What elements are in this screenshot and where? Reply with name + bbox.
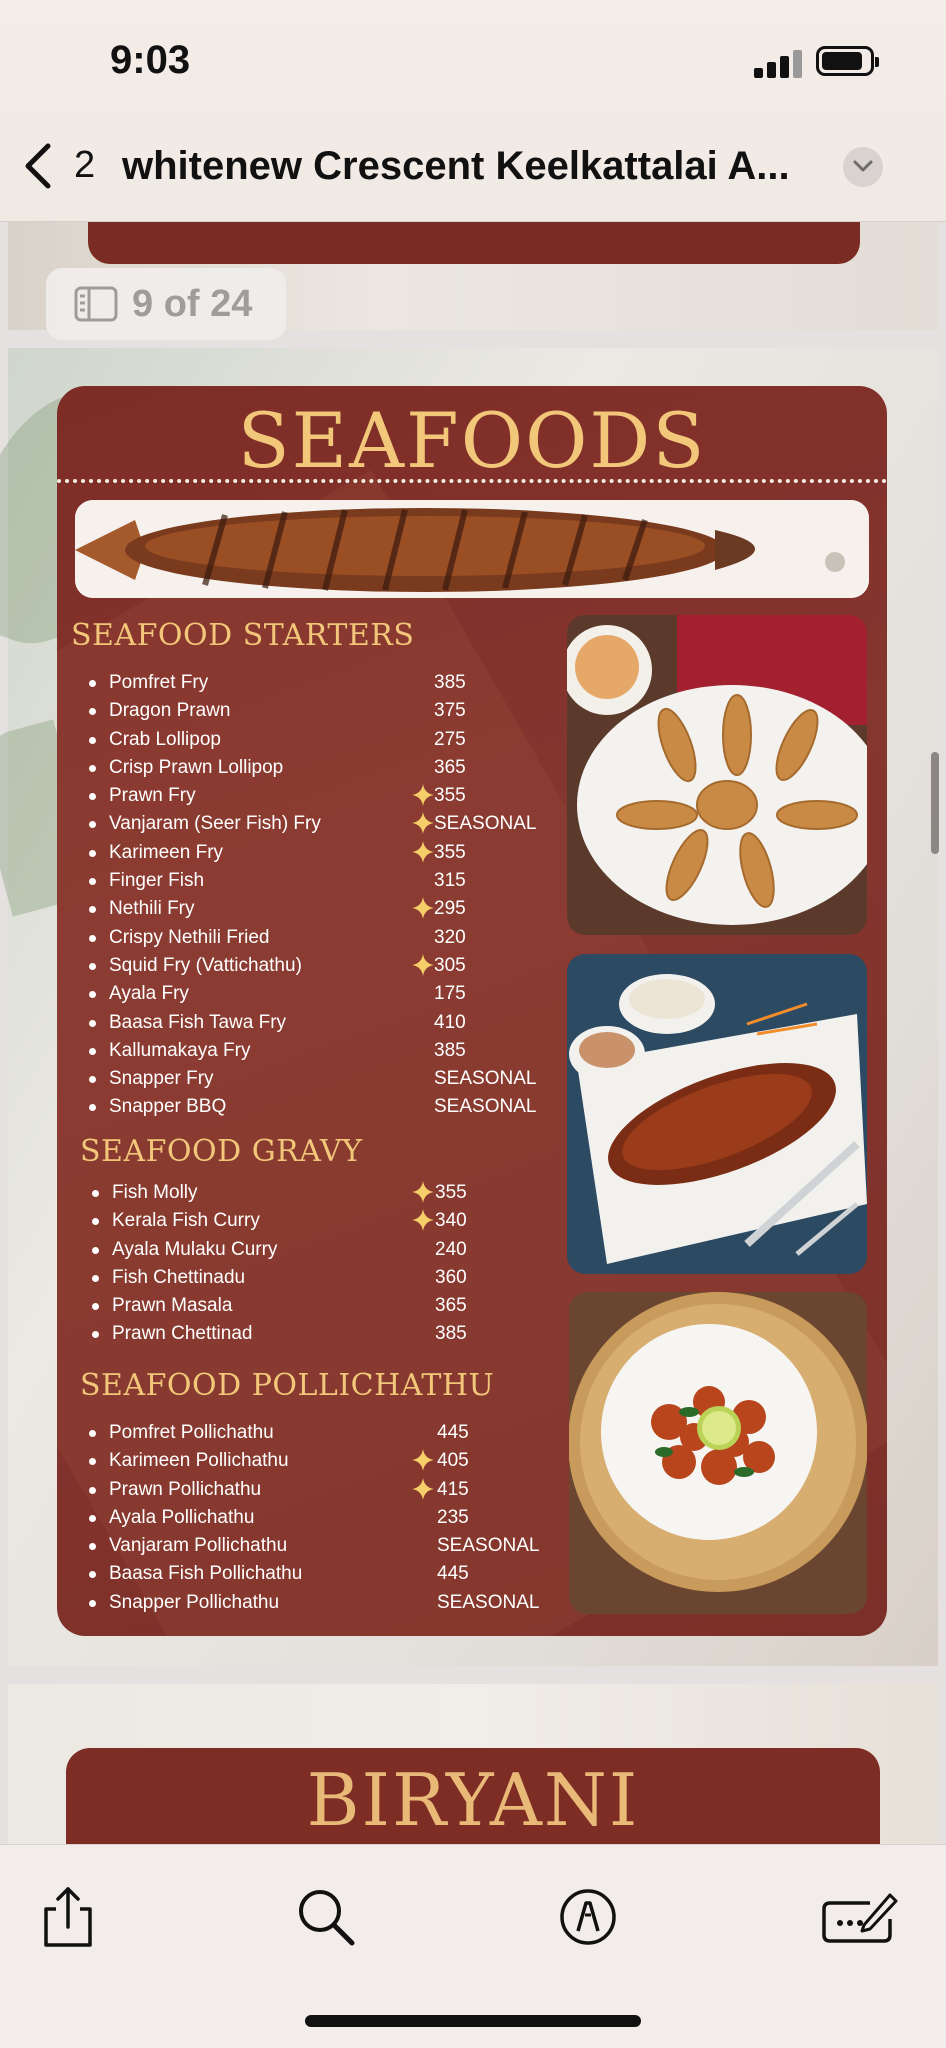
menu-item — [89, 1477, 569, 1505]
chevron-down-icon — [853, 160, 873, 174]
sparkle-star-icon — [411, 1448, 435, 1472]
sparkle-star-icon — [411, 811, 435, 835]
document-viewport[interactable] — [0, 222, 946, 1844]
menu-item — [92, 1293, 572, 1321]
menu-item-name: Fish Chettinadu — [112, 1266, 246, 1288]
menu-item-name: Vanjaram (Seer Fish) Fry — [109, 813, 321, 835]
share-icon — [36, 1885, 100, 1949]
grilled-fish-banner-image — [75, 500, 869, 598]
sparkle-star-icon — [411, 1477, 435, 1501]
menu-item-price: 405 — [437, 1450, 469, 1472]
menu-item-name: Finger Fish — [109, 870, 205, 892]
home-indicator[interactable] — [305, 2015, 641, 2027]
menu-item-name: Snapper Fry — [109, 1068, 214, 1090]
menu-item — [89, 868, 569, 896]
share-button[interactable] — [36, 1885, 100, 1949]
markup-icon — [556, 1885, 620, 1949]
menu-item — [89, 1038, 569, 1066]
fish-tawa-fry-photo — [567, 954, 867, 1274]
menu-item — [92, 1208, 572, 1236]
menu-item-price: SEASONAL — [434, 1096, 537, 1118]
menu-item-price: 340 — [435, 1210, 467, 1232]
menu-item-price: 275 — [434, 728, 466, 750]
menu-item-name: Squid Fry (Vattichathu) — [109, 954, 302, 976]
menu-item-name: Baasa Fish Tawa Fry — [109, 1011, 287, 1033]
menu-item-name: Ayala Mulaku Curry — [112, 1238, 278, 1260]
menu-item-price: 175 — [434, 983, 466, 1005]
menu-item-price: 355 — [434, 785, 466, 807]
menu-item-price: 295 — [434, 898, 466, 920]
battery-icon — [816, 46, 874, 76]
menu-item-price: 235 — [437, 1506, 469, 1528]
menu-item — [89, 953, 569, 981]
sparkle-star-icon — [411, 1208, 435, 1232]
menu-item-name: Pomfret Fry — [109, 672, 209, 693]
menu-item — [92, 1180, 572, 1208]
menu-item-price: 365 — [435, 1295, 467, 1317]
menu-item — [89, 925, 569, 953]
menu-item — [89, 1420, 569, 1448]
menu-item-name: Ayala Fry — [109, 983, 189, 1005]
title-menu-button[interactable] — [843, 147, 883, 187]
menu-item-name: Prawn Chettinad — [112, 1323, 253, 1345]
prawn-pollichathu-photo — [569, 1292, 867, 1614]
menu-item-name: Kerala Fish Curry — [112, 1210, 260, 1232]
sparkle-star-icon — [411, 896, 435, 920]
menu-item-name: Ayala Pollichathu — [109, 1506, 255, 1528]
next-page — [8, 1684, 938, 1844]
menu-item-price: 240 — [435, 1238, 467, 1260]
bottom-toolbar — [0, 1844, 946, 2048]
markup-button[interactable] — [556, 1885, 620, 1949]
menu-item-price: 320 — [434, 926, 466, 948]
top-bar — [0, 0, 946, 222]
menu-item-name: Prawn Pollichathu — [109, 1478, 262, 1500]
sparkle-star-icon — [411, 1180, 435, 1204]
menu-item — [89, 1505, 569, 1533]
menu-item-price: SEASONAL — [434, 813, 537, 835]
search-icon — [294, 1885, 358, 1949]
menu-item-name: Vanjaram Pollichathu — [109, 1535, 288, 1557]
section-title-pollichathu: SEAFOOD POLLICHATHU — [80, 1368, 495, 1403]
menu-item-price: 375 — [434, 700, 466, 722]
menu-item-name: Prawn Fry — [109, 785, 196, 807]
menu-item-name: Crispy Nethili Fried — [109, 926, 270, 948]
section-title-starters: SEAFOOD STARTERS — [71, 618, 415, 653]
menu-item-name: Fish Molly — [112, 1182, 198, 1203]
menu-item — [89, 698, 569, 726]
back-count[interactable]: 2 — [74, 144, 96, 186]
menu-item-price: SEASONAL — [434, 1068, 537, 1090]
cellular-signal-icon — [754, 50, 802, 78]
menu-item — [89, 727, 569, 755]
menu-list-pollichathu — [89, 1420, 569, 1618]
status-time: 9:03 — [110, 38, 191, 82]
menu-item — [89, 840, 569, 868]
sparkle-star-icon — [411, 783, 435, 807]
menu-item-price: 355 — [435, 1182, 467, 1203]
document-title[interactable]: whitenew Crescent Keelkattalai A... — [122, 144, 790, 188]
menu-item — [89, 1066, 569, 1094]
menu-item — [92, 1321, 572, 1349]
menu-item-name: Snapper BBQ — [109, 1096, 227, 1118]
menu-item — [89, 783, 569, 811]
menu-item-price: 360 — [435, 1266, 467, 1288]
menu-item — [89, 755, 569, 783]
next-page-panel — [66, 1748, 880, 1844]
menu-item — [89, 896, 569, 924]
menu-item-name: Snapper Pollichathu — [109, 1591, 280, 1613]
menu-item — [89, 1561, 569, 1589]
menu-item-price: 445 — [437, 1422, 469, 1443]
menu-item-price: 385 — [434, 672, 466, 693]
menu-item-name: Nethili Fry — [109, 898, 195, 920]
menu-item-name: Kallumakaya Fry — [109, 1039, 251, 1061]
menu-item-name: Karimeen Pollichathu — [109, 1450, 289, 1472]
menu-item-name: Baasa Fish Pollichathu — [109, 1563, 303, 1585]
menu-item-price: 305 — [434, 954, 466, 976]
menu-item — [89, 1010, 569, 1038]
menu-item — [89, 1448, 569, 1476]
menu-item-price: 385 — [435, 1323, 467, 1345]
menu-item-price: 315 — [434, 870, 466, 892]
menu-item-name: Dragon Prawn — [109, 700, 231, 722]
page-counter[interactable] — [46, 268, 286, 340]
vertical-scrollbar[interactable] — [931, 752, 939, 854]
menu-item — [89, 1094, 569, 1122]
menu-item-price: SEASONAL — [437, 1591, 540, 1613]
menu-item-name: Karimeen Fry — [109, 841, 224, 863]
menu-list-starters — [89, 670, 569, 1123]
menu-page — [8, 348, 938, 1666]
next-page-title: BIRYANI — [306, 1758, 640, 1842]
menu-item-price: 355 — [434, 841, 466, 863]
form-edit-icon — [820, 1885, 900, 1949]
menu-item-price: 385 — [434, 1039, 466, 1061]
prawn-lollipop-photo — [567, 615, 867, 935]
menu-item-price: 410 — [434, 1011, 466, 1033]
menu-item — [89, 670, 569, 698]
back-button[interactable] — [18, 140, 58, 192]
page-counter-text: 9 of 24 — [132, 282, 253, 325]
menu-item — [92, 1265, 572, 1293]
section-title-gravy: SEAFOOD GRAVY — [80, 1134, 363, 1169]
menu-item-name: Crab Lollipop — [109, 728, 221, 750]
chevron-left-icon — [18, 140, 58, 192]
menu-item-price: 415 — [437, 1478, 469, 1500]
menu-title: SEAFOODS — [237, 396, 707, 485]
menu-item — [92, 1237, 572, 1265]
edit-form-button[interactable] — [820, 1885, 900, 1949]
menu-item — [89, 981, 569, 1009]
menu-item — [89, 811, 569, 839]
menu-item-price: SEASONAL — [437, 1535, 540, 1557]
menu-item-name: Prawn Masala — [112, 1295, 233, 1317]
menu-item — [89, 1533, 569, 1561]
menu-item-name: Crisp Prawn Lollipop — [109, 756, 284, 778]
menu-item — [89, 1590, 569, 1618]
menu-item-price: 445 — [437, 1563, 469, 1585]
menu-item-name: Pomfret Pollichathu — [109, 1422, 274, 1443]
sidebar-icon — [74, 286, 118, 322]
search-button[interactable] — [294, 1885, 358, 1949]
dotted-divider — [57, 479, 887, 483]
menu-list-gravy — [92, 1180, 572, 1350]
sparkle-star-icon — [411, 953, 435, 977]
sparkle-star-icon — [411, 840, 435, 864]
menu-item-price: 365 — [434, 756, 466, 778]
previous-page-panel — [88, 222, 860, 264]
seafood-menu-card — [57, 386, 887, 1636]
